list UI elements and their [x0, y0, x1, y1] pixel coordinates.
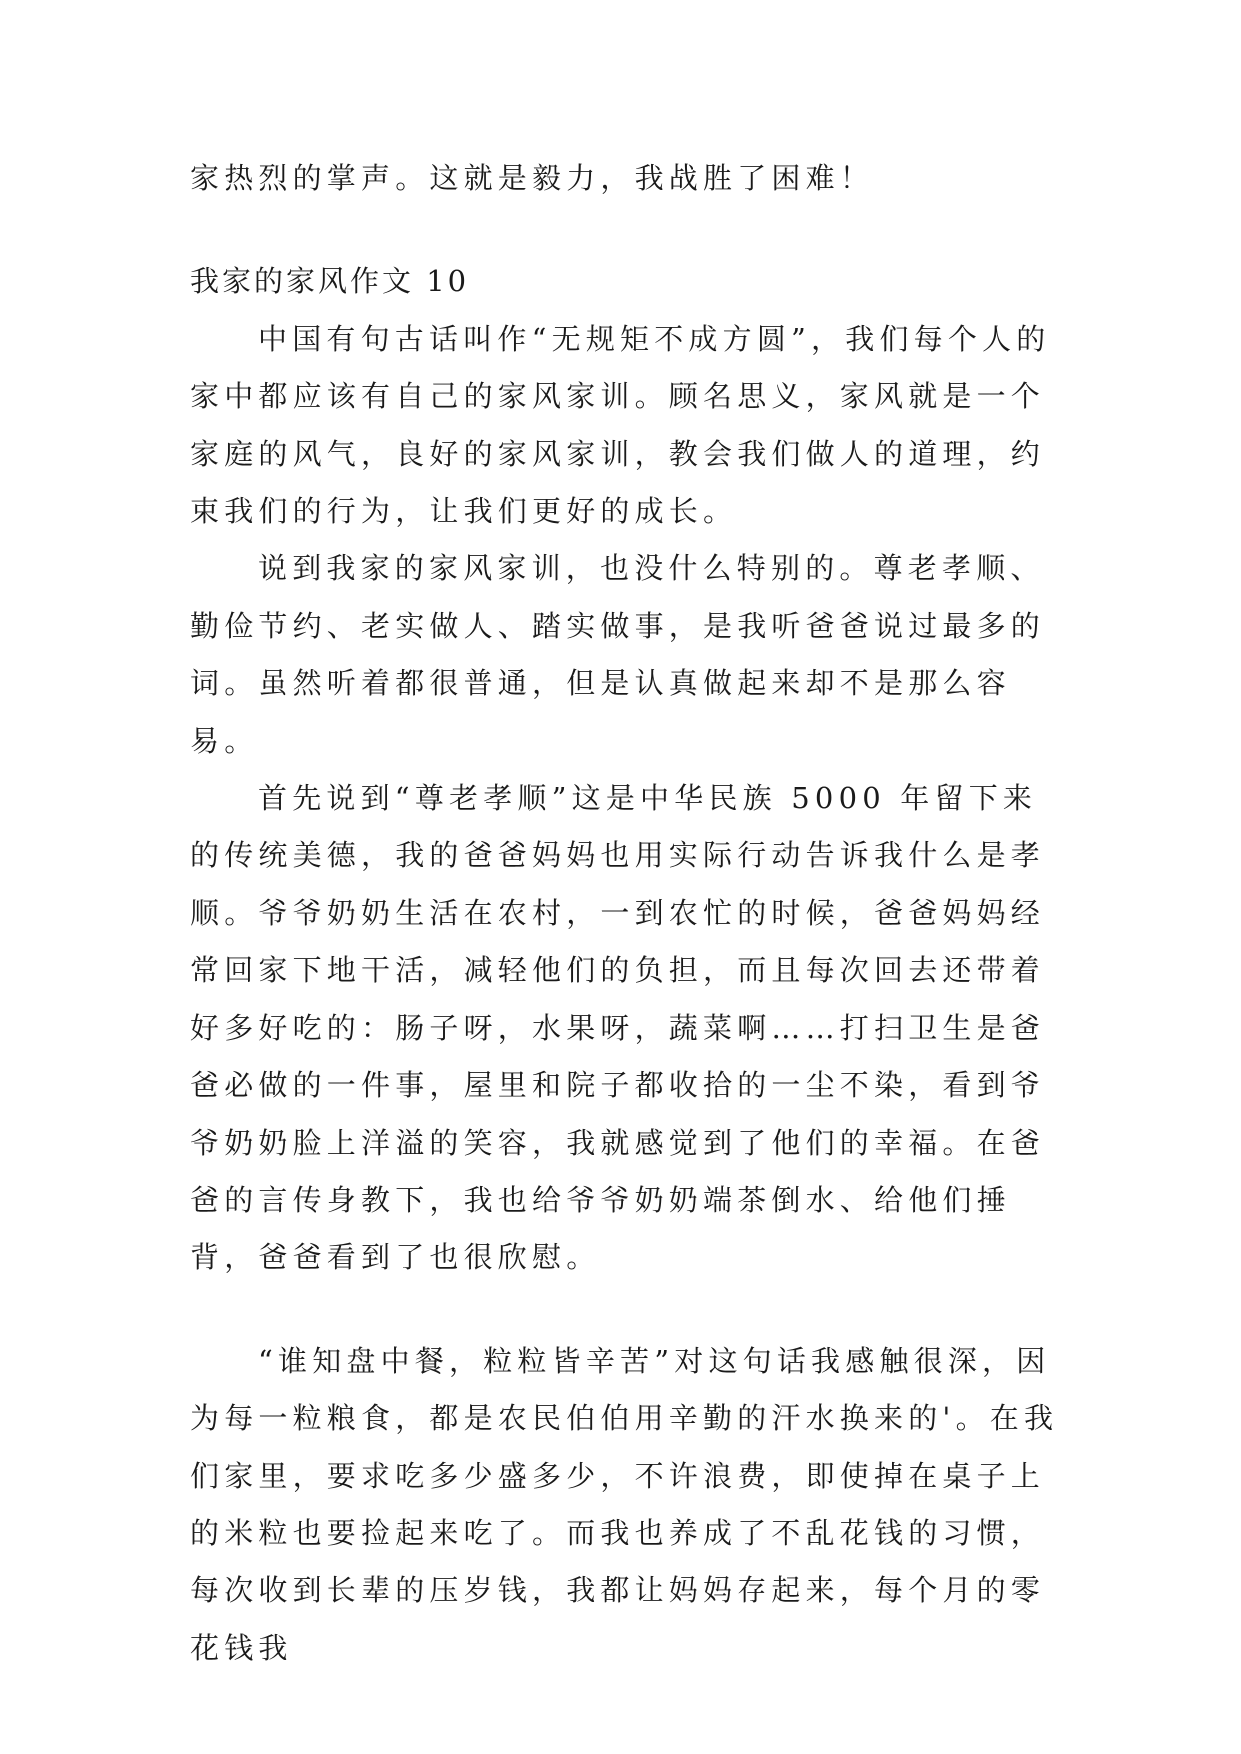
intro-line: 家热烈的掌声。这就是毅力，我战胜了困难！ — [190, 161, 875, 195]
document-page — [190, 150, 1070, 1677]
paragraph-4: “谁知盘中餐，粒粒皆辛苦”对这句话我感触很深，因为每一粒粮食，都是农民伯伯用辛勤的汗水换来的'。在我们家里，要求吃多少盛多少，不许浪费，即使掉在桌子上的米粒也要捡起来吃了。而我也养成了不乱花钱的习惯，每次收到长辈的压岁钱，我都让妈妈存起来，每个月的零花钱我 — [190, 1343, 1059, 1665]
paragraph-1: 中国有句古话叫作“无规矩不成方圆”，我们每个人的家中都应该有自己的家风家训。顾名思义，家风就是一个家庭的风气，良好的家风家训，教会我们做人的道理，约束我们的行为，让我们更好的成长。 — [190, 321, 1051, 529]
section-title: 我家的家风作文 10 — [190, 264, 470, 299]
paragraph-2: 说到我家的家风家训，也没什么特别的。尊老孝顺、勤俭节约、老实做人、踏实做事，是我听爸爸说过最多的词。虽然听着都很普通，但是认真做起来却不是那么容易。 — [190, 551, 1046, 758]
paragraph-3: 首先说到“尊老孝顺”这是中华民族 5000 年留下来的传统美德，我的爸爸妈妈也用实际行动告诉我什么是孝顺。爷爷奶奶生活在农村，一到农忙的时候，爸爸妈妈经常回家下地干活，减轻他们的负担，而且每次回去还带着好多好吃的：肠子呀，水果呀，蔬菜啊……打扫卫生是爸爸必做的一件事，屋里和院子都收拾的一尘不染，看到爷爷奶奶脸上洋溢的笑容，我就感觉到了他们的幸福。在爸爸的言传身教下，我也给爷爷奶奶端茶倒水、给他们捶背，爸爸看到了也很欣慰。 — [190, 781, 1046, 1275]
